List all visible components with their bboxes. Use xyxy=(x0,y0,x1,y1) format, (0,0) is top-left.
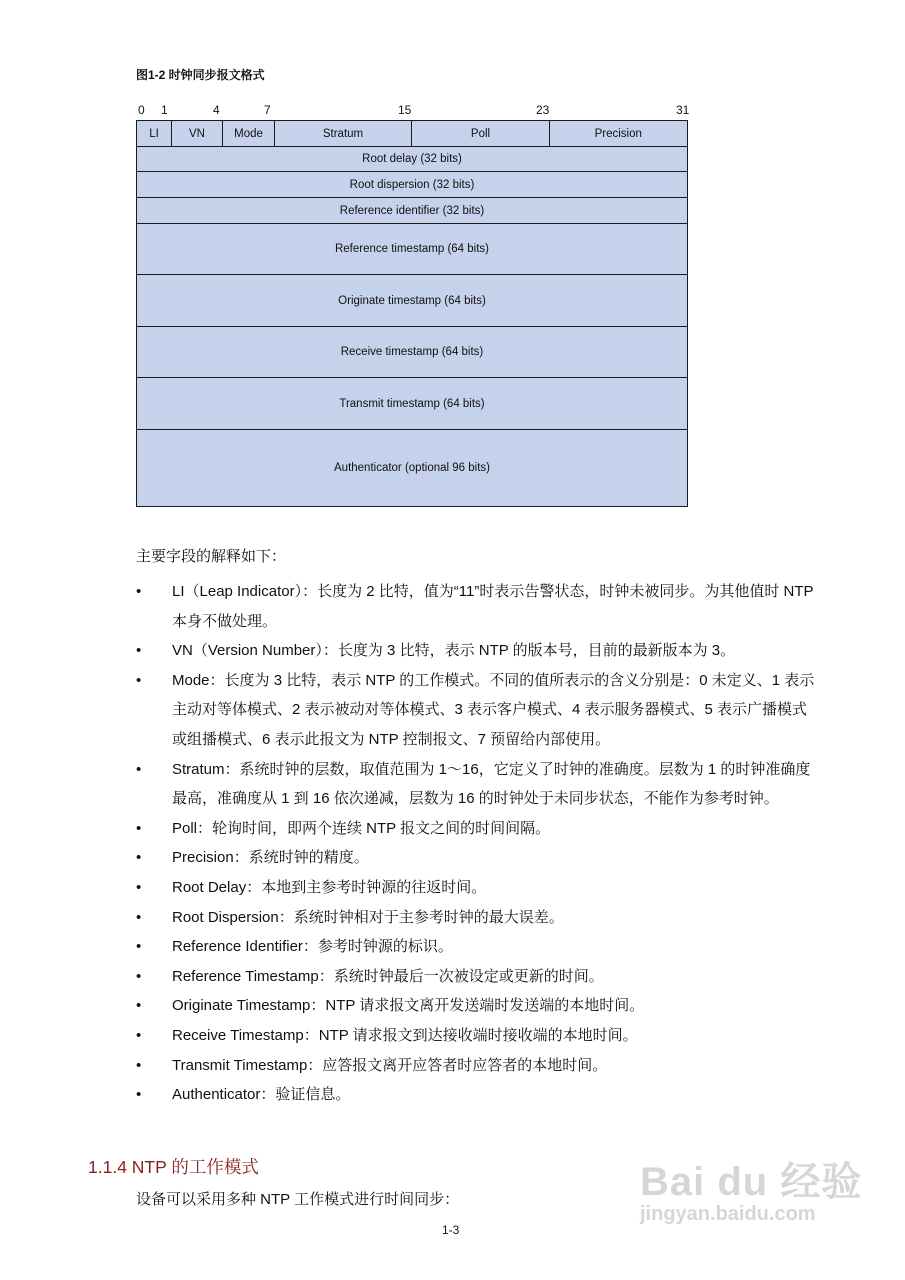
baidu-watermark xyxy=(640,1150,862,1226)
field-stratum: Stratum xyxy=(274,120,413,147)
item-text: Reference Timestamp：系统时钟最后一次被设定或更新的时间。 xyxy=(172,967,604,985)
item-text: Mode：长度为 3 比特，表示 NTP 的工作模式。不同的值所表示的含义分别是：0 未定义、1 表示主动对等体模式、2 表示被动对等体模式、3 表示客户模式、4 表示服务器模式、5 表示广播模式或组播模式、6 表示此报文为 NTP 控制报文、7 预留给内部使用。 xyxy=(172,671,815,748)
list-item xyxy=(136,755,820,814)
ntp-packet-diagram xyxy=(136,120,688,507)
list-item xyxy=(136,991,820,1021)
field-transmit-timestamp: Transmit timestamp (64 bits) xyxy=(136,377,688,430)
bullet-icon: • xyxy=(136,819,142,837)
item-text: Receive Timestamp：NTP 请求报文到达接收端时接收端的本地时间。 xyxy=(172,1026,638,1044)
field-originate-timestamp: Originate timestamp (64 bits) xyxy=(136,274,688,327)
bit-label: 31 xyxy=(676,103,690,117)
watermark-url: jingyan.baidu.com xyxy=(640,1203,816,1225)
bullet-icon: • xyxy=(136,1056,142,1074)
bullet-icon: • xyxy=(136,967,142,985)
field-reference-timestamp: Reference timestamp (64 bits) xyxy=(136,223,688,276)
bullet-icon: • xyxy=(136,849,142,867)
bit-label: 15 xyxy=(398,103,412,117)
list-item xyxy=(136,873,820,903)
field-description-list xyxy=(136,577,820,1110)
list-item xyxy=(136,636,820,666)
item-text: Root Dispersion：系统时钟相对于主参考时钟的最大误差。 xyxy=(172,908,564,926)
item-text: Stratum：系统时钟的层数，取值范围为 1～16，它定义了时钟的准确度。层数为 1 的时钟准确度最高，准确度从 1 到 16 依次递减，层数为 16 的时钟处于未同步状态，不能作为参考时钟。 xyxy=(172,760,811,808)
field-vn: VN xyxy=(171,120,224,147)
list-item xyxy=(136,814,820,844)
field-precision: Precision xyxy=(549,120,689,147)
list-item xyxy=(136,1021,820,1051)
item-text: Transmit Timestamp：应答报文离开应答者时应答者的本地时间。 xyxy=(172,1056,608,1074)
bullet-icon: • xyxy=(136,908,142,926)
intro-text: 主要字段的解释如下： xyxy=(136,548,287,565)
list-item xyxy=(136,932,820,962)
item-text: LI（Leap Indicator）：长度为 2 比特，值为“11”时表示告警状态，时钟未被同步。为其他值时 NTP 本身不做处理。 xyxy=(172,583,814,630)
list-item xyxy=(136,843,820,873)
figure-caption: 图1-2 时钟同步报文格式 xyxy=(136,68,265,82)
field-receive-timestamp: Receive timestamp (64 bits) xyxy=(136,326,688,379)
list-item xyxy=(136,577,820,636)
bit-label: 4 xyxy=(213,103,220,117)
item-text: Poll：轮询时间，即两个连续 NTP 报文之间的时间间隔。 xyxy=(172,819,551,837)
list-item xyxy=(136,1080,820,1110)
bullet-icon: • xyxy=(136,1026,142,1044)
field-mode: Mode xyxy=(222,120,275,147)
bullet-icon: • xyxy=(136,760,142,778)
bullet-icon: • xyxy=(136,997,142,1015)
item-text: Precision：系统时钟的精度。 xyxy=(172,849,369,867)
field-root-dispersion: Root dispersion (32 bits) xyxy=(136,171,688,198)
field-root-delay: Root delay (32 bits) xyxy=(136,146,688,173)
item-text: Authenticator：验证信息。 xyxy=(172,1086,351,1104)
item-text: Originate Timestamp：NTP 请求报文离开发送端时发送端的本地时间。 xyxy=(172,997,645,1015)
bit-label: 0 xyxy=(138,103,145,117)
bullet-icon: • xyxy=(136,938,142,956)
field-reference-identifier: Reference identifier (32 bits) xyxy=(136,197,688,224)
bullet-icon: • xyxy=(136,642,142,660)
section-text: 设备可以采用多种 NTP 工作模式进行时间同步： xyxy=(136,1191,460,1208)
list-item xyxy=(136,1051,820,1081)
bit-label: 7 xyxy=(264,103,271,117)
page-number: 1-3 xyxy=(442,1223,460,1237)
bullet-icon: • xyxy=(136,671,142,689)
item-text: VN（Version Number）：长度为 3 比特，表示 NTP 的版本号，目前的最新版本为 3。 xyxy=(172,642,736,660)
bit-label: 1 xyxy=(161,103,168,117)
bit-label: 23 xyxy=(536,103,550,117)
field-poll: Poll xyxy=(411,120,550,147)
list-item xyxy=(136,903,820,933)
item-text: Reference Identifier：参考时钟源的标识。 xyxy=(172,938,453,956)
bullet-icon: • xyxy=(136,583,142,600)
item-text: Root Delay：本地到主参考时钟源的往返时间。 xyxy=(172,878,487,896)
section-heading: 1.1.4 NTP 的工作模式 xyxy=(88,1157,259,1177)
list-item xyxy=(136,962,820,992)
bullet-icon: • xyxy=(136,878,142,896)
list-item xyxy=(136,666,820,755)
field-li: LI xyxy=(136,120,172,147)
bullet-icon: • xyxy=(136,1086,142,1104)
watermark-brand: Bai du 经验 xyxy=(640,1160,863,1204)
field-authenticator: Authenticator (optional 96 bits) xyxy=(136,429,688,508)
